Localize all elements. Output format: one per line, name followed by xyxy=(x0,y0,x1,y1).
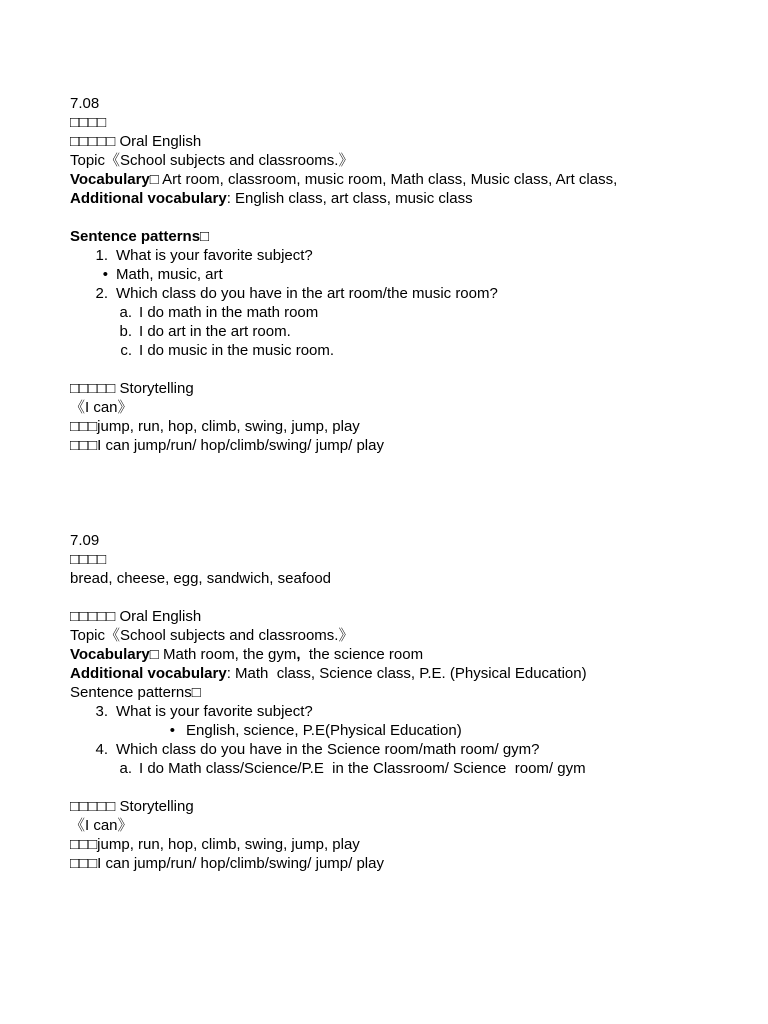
sentence-patterns-label: Sentence patterns xyxy=(70,228,201,245)
story-title: 《I can》 xyxy=(70,817,133,834)
list-item xyxy=(70,246,710,265)
bullet-marker: • xyxy=(169,722,175,739)
storytelling-label: □□□□□ Storytelling xyxy=(70,798,194,815)
story-sentence: □□□I can jump/run/ hop/climb/swing/ jump/ play xyxy=(70,855,384,872)
list-text: Which class do you have in the art room/the music room? xyxy=(116,285,498,302)
list-item xyxy=(70,759,710,778)
story-words: □□□jump, run, hop, climb, swing, jump, play xyxy=(70,418,360,435)
list-item xyxy=(70,341,710,360)
vocabulary-line xyxy=(70,170,710,189)
list-marker: b. xyxy=(119,323,132,340)
list-item xyxy=(70,702,710,721)
sentence-patterns-suffix: □ xyxy=(200,228,210,245)
section-heading: □□□□ xyxy=(70,551,107,568)
vocabulary-label: Vocabulary xyxy=(70,171,150,188)
list-item xyxy=(70,284,710,303)
vocabulary-text: the science room xyxy=(300,646,424,663)
vocabulary-line xyxy=(70,645,710,664)
additional-vocabulary-label: Additional vocabulary xyxy=(70,190,227,207)
oral-english-label: □□□□□ Oral English xyxy=(70,133,202,150)
list-marker: 3. xyxy=(95,703,108,720)
list-item xyxy=(70,265,710,284)
vocabulary-text: □ Math room, the gym xyxy=(149,646,297,663)
additional-vocabulary-line xyxy=(70,664,710,683)
list-text: I do Math class/Science/P.E in the Classroom/ Science room/ gym xyxy=(139,760,586,777)
story-words: □□□jump, run, hop, climb, swing, jump, play xyxy=(70,836,360,853)
topic-line: Topic《School subjects and classrooms.》 xyxy=(70,152,354,169)
list-text: I do art in the art room. xyxy=(139,323,291,340)
story-title: 《I can》 xyxy=(70,399,133,416)
additional-vocabulary-text: : English class, art class, music class xyxy=(226,190,473,207)
list-marker: a. xyxy=(119,304,132,321)
vocabulary-comma: , xyxy=(296,646,301,663)
date-heading: 7.08 xyxy=(70,95,100,112)
story-sentence: □□□I can jump/run/ hop/climb/swing/ jump/ play xyxy=(70,437,384,454)
vocabulary-text: □ Art room, classroom, music room, Math class, Music class, Art class, xyxy=(149,171,618,188)
list-item xyxy=(70,740,710,759)
list-marker: 4. xyxy=(95,741,108,758)
list-text: Math, music, art xyxy=(116,266,223,283)
date-heading: 7.09 xyxy=(70,532,100,549)
topic-line: Topic《School subjects and classrooms.》 xyxy=(70,627,354,644)
list-text: Which class do you have in the Science room/math room/ gym? xyxy=(116,741,540,758)
additional-vocabulary-line xyxy=(70,189,710,208)
list-marker: 1. xyxy=(95,247,108,264)
list-text: I do math in the math room xyxy=(139,304,319,321)
list-text: English, science, P.E(Physical Education) xyxy=(186,722,462,739)
vocabulary-label: Vocabulary xyxy=(70,646,150,663)
section-heading: □□□□ xyxy=(70,114,107,131)
list-text: What is your favorite subject? xyxy=(116,247,313,264)
list-marker: a. xyxy=(119,760,132,777)
sentence-patterns-line xyxy=(70,227,710,246)
food-words: bread, cheese, egg, sandwich, seafood xyxy=(70,570,332,587)
bullet-marker: • xyxy=(102,266,108,283)
additional-vocabulary-text: : Math class, Science class, P.E. (Physical Education) xyxy=(226,665,587,682)
sentence-patterns-label: Sentence patterns□ xyxy=(70,684,201,701)
list-text: What is your favorite subject? xyxy=(116,703,313,720)
storytelling-label: □□□□□ Storytelling xyxy=(70,380,194,397)
list-item xyxy=(70,322,710,341)
list-marker: 2. xyxy=(95,285,108,302)
section-7-08 xyxy=(70,94,710,455)
list-marker: c. xyxy=(120,342,132,359)
oral-english-label: □□□□□ Oral English xyxy=(70,608,202,625)
list-item xyxy=(70,303,710,322)
list-item xyxy=(70,721,710,740)
additional-vocabulary-label: Additional vocabulary xyxy=(70,665,227,682)
list-text: I do music in the music room. xyxy=(139,342,335,359)
section-7-09 xyxy=(70,531,710,873)
